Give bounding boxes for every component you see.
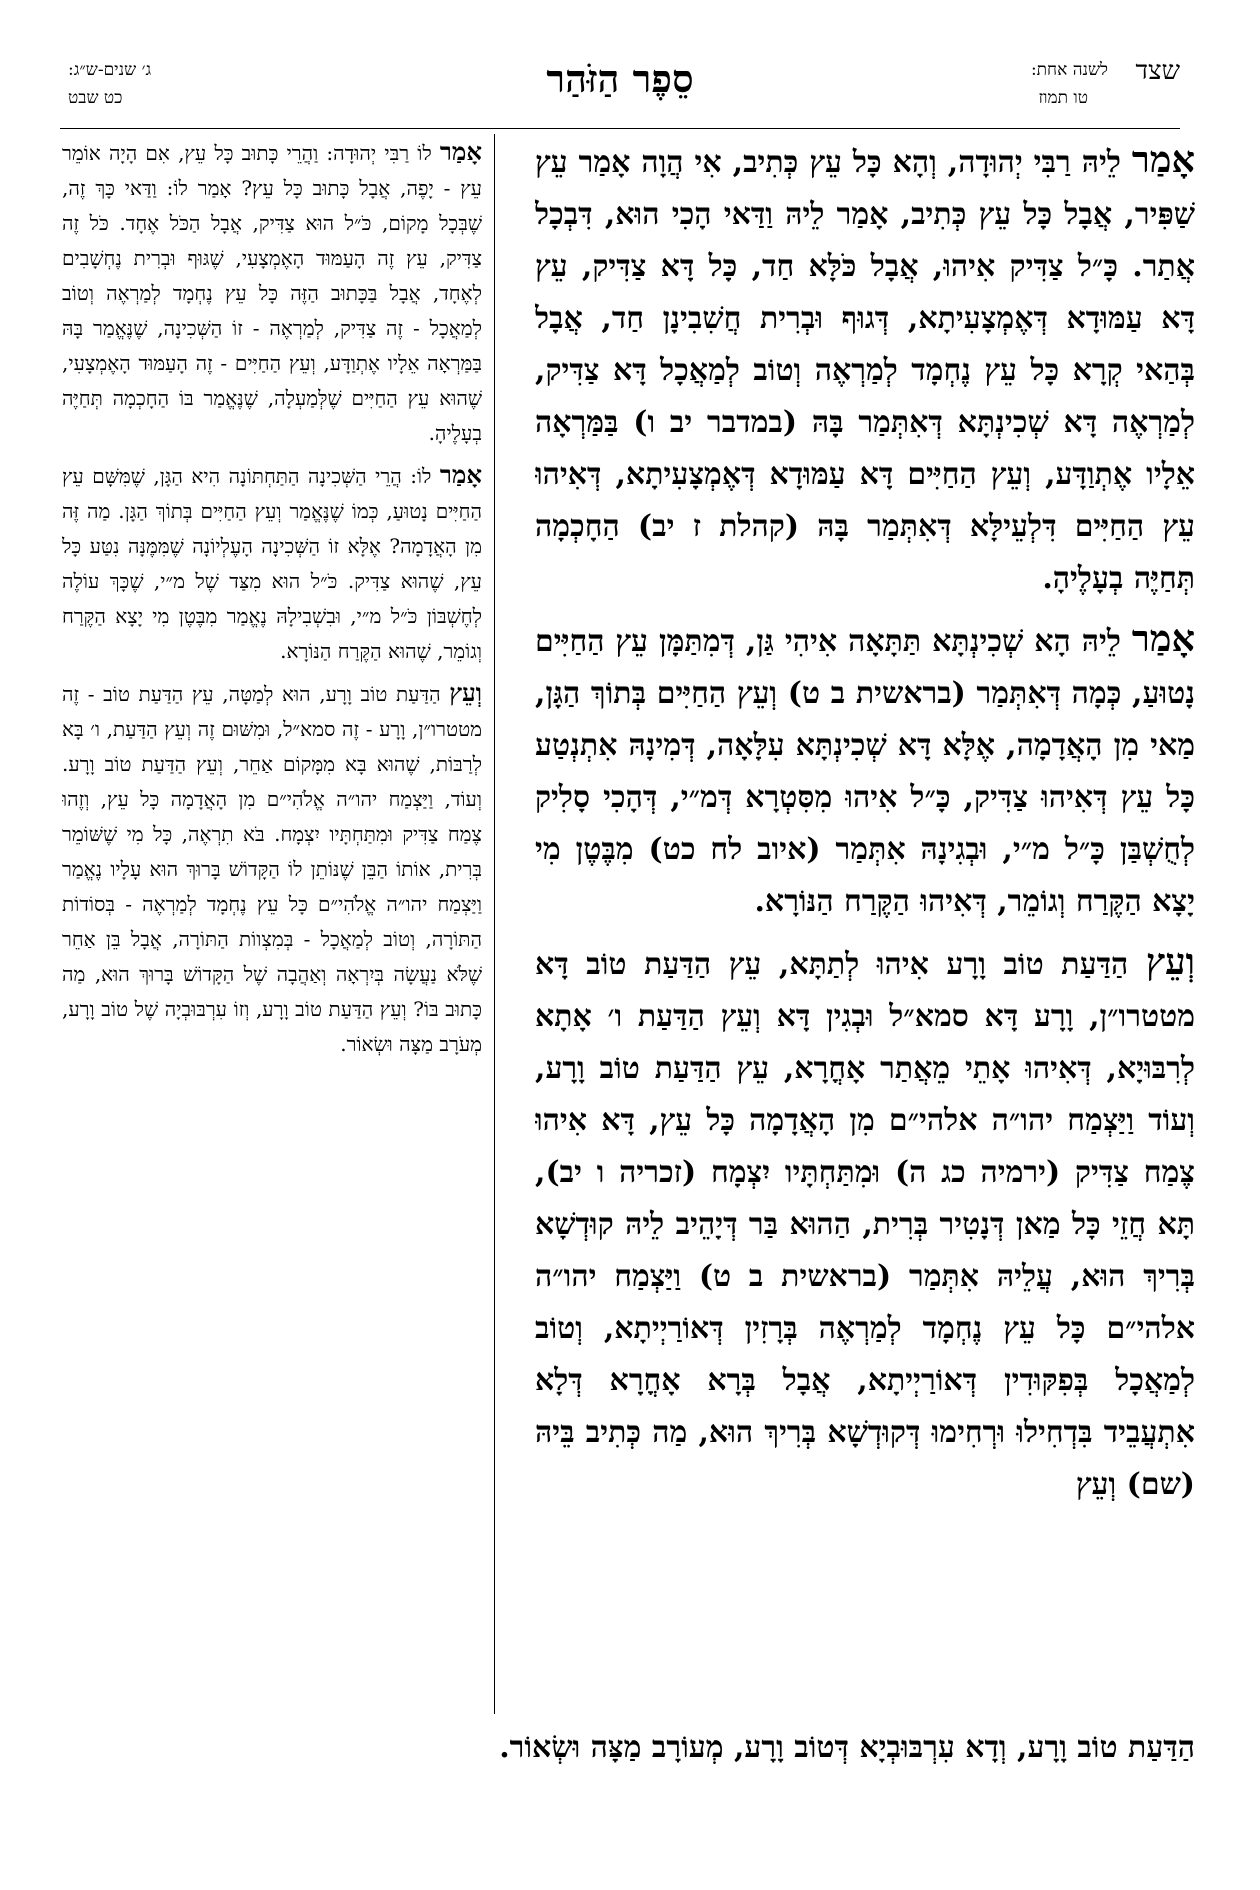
main-text-final-line: הַדַּעַת טוֹב וָרָע, וְדָא עִרְבּוּבְיָא דְּטוֹב וָרָע, מְעוֹרָב מַצָּה וּשְׂאוֹר.: [499, 1730, 1195, 1765]
book-title: סֵפֶר הַזֹּהַר: [546, 56, 694, 101]
header-left: [60, 56, 290, 126]
paragraph-lead-word: אָמַר: [439, 460, 482, 489]
main-paragraph: [535, 613, 1195, 928]
translation-paragraph: [62, 457, 482, 669]
reading-schedule-one-year: לשנה אחת:: [1030, 60, 1108, 80]
page-number: שצד: [1135, 56, 1180, 86]
header-rule: [60, 128, 1180, 129]
translation-column: [62, 134, 482, 1724]
paragraph-text: לֵיהּ הָא שְׁכִינְתָּא תַּתָּאָה אִיהִי גַּן, דְּמִתַּמָּן עֵץ הַחַיִּים נָטוּעַ, כְּמָה דְּאִתְּמַר (בראשית ב ט) וְעֵץ הַחַיִּים בְּתוֹךְ הַגָּן, מַאי מִן הָאֲדָמָה, אֶלָּא דָּא שְׁכִינְתָּא עִלָּאָה, דְּמִינָהּ אִתְנְטַע כָּל עֵץ דְּאִיהוּ צַדִּיק, כָּ״ל אִיהוּ מִסִּטְרָא דְּמ״י, דְּהָכִי סָלִיק לְחֻשְׁבַּן כָּ״ל מ״י, וּבְגִינָהּ אִתְּמַר (איוב לח כט) מִבֶּטֶן מִי יָצָא הַקֶּרַח וְגוֹמֵר, דְּאִיהוּ הַקֶּרַח הַנּוֹרָא.: [535, 624, 1195, 919]
paragraph-lead-word: אָמַר: [439, 137, 482, 166]
paragraph-text: הַדַּעַת טוֹב וָרָע, הוּא לְמַטָּה, עֵץ הַדַּעַת טוֹב - זֶה מטטרו״ן, וָרָע - זֶה סמא״ל, וּמִשּׁוּם זֶה וְעֵץ הַדַּעַת, ו׳ בָּא לְרַבּוֹת, שֶׁהוּא בָּא מִמָּקוֹם אַחֵר, וְעֵץ הַדַּעַת טוֹב וָרָע. וְעוֹד, וַיַּצְמַח יהו״ה אֱלֹהִי״ם מִן הָאֲדָמָה כָּל עֵץ, וְזֶהוּ צֶמַח צַדִּיק וּמִתַּחְתָּיו יִצְמָח. בֹּא תִרְאֶה, כָּל מִי שֶׁשּׁוֹמֵר בְּרִית, אוֹתוֹ הַבֵּן שֶׁנּוֹתֵן לוֹ הַקָּדוֹשׁ בָּרוּךְ הוּא עָלָיו נֶאֱמַר וַיַּצְמַח יהו״ה אֱלֹהִי״ם כָּל עֵץ נֶחְמָד לְמַרְאֶה - בְּסוֹדוֹת הַתּוֹרָה, וְטוֹב לְמַאֲכָל - בְּמִצְווֹת הַתּוֹרָה, אֲבָל בֵּן אַחֵר שֶׁלֹּא נַעֲשָׂה בְּיִרְאָה וְאַהֲבָה שֶׁל הַקָּדוֹשׁ בָּרוּךְ הוּא, מַה כָּתוּב בּוֹ? וְעֵץ הַדַּעַת טוֹב וָרָע, וְזוֹ עִרְבּוּבְיָה שֶׁל טוֹב וָרָע, מְעֹרָב מַצָּה וּשְׂאוֹר.: [62, 682, 482, 1056]
paragraph-lead-word: וְעֵץ: [1145, 940, 1195, 983]
paragraph-lead-word: וְעֵץ: [449, 678, 482, 707]
column-divider: [494, 134, 495, 1714]
paragraph-lead-word: אָמַר: [1131, 617, 1195, 660]
page-header: [60, 56, 1180, 126]
paragraph-text: הַדַּעַת טוֹב וָרָע אִיהוּ לְתַתָּא, עֵץ הַדַּעַת טוֹב דָּא מטטרו״ן, וָרָע דָּא סמא״ל וּבְגִין דָּא וְעֵץ הַדַּעַת ו׳ אָתָא לְרִבּוּיָא, דְּאִיהוּ אָתֵי מֵאֲתַר אָחֳרָא, עֵץ הַדַּעַת טוֹב וָרָע, וְעוֹד וַיַּצְמַח יהו״ה אלהי״ם מִן הָאֲדָמָה כָּל עֵץ, דָּא אִיהוּ צֶמַח צַדִּיק (ירמיה כג ה) וּמִתַּחְתָּיו יִצְמָח (זכריה ו יב), תָּא חֲזֵי כָּל מַאן דְּנָטִיר בְּרִית, הַהוּא בַּר דְּיָהֵיב לֵיהּ קוּדְשָׁא בְּרִיךְ הוּא, עֲלֵיהּ אִתְּמַר (בראשית ב ט) וַיַּצְמַח יהו״ה אלהי״ם כָּל עֵץ נֶחְמָד לְמַרְאֶה בְּרָזִין דְּאוֹרַיְיתָא, וְטוֹב לְמַאֲכָל בְּפִקּוּדִין דְּאוֹרַיְיתָא, אֲבָל בְּרָא אָחֳרָא דְּלָא אִתְעֲבֵיד בִּדְחִילוּ וּרְחִימוּ דְּקוּדְשָׁא בְּרִיךְ הוּא, מַה כְּתִיב בֵּיהּ (שם) וְעֵץ: [535, 947, 1195, 1502]
main-paragraph: [535, 134, 1195, 605]
main-paragraph: [535, 936, 1195, 1511]
main-text-column: [535, 134, 1195, 1724]
translation-paragraph: [62, 134, 482, 451]
paragraph-text: לוֹ: הֲרֵי הַשְּׁכִינָה הַתַּחְתּוֹנָה הִיא הַגָּן, שֶׁמִּשָּׁם עֵץ הַחַיִּים נָטוּעַ, כְּמוֹ שֶׁנֶּאֱמַר וְעֵץ הַחַיִּים בְּתוֹךְ הַגָּן. מַה זֶּה מִן הָאֲדָמָה? אֶלָּא זוֹ הַשְּׁכִינָה הָעֶלְיוֹנָה שֶׁמִּמֶּנָּה נִטַּע כָּל עֵץ, שֶׁהוּא צַדִּיק. כֹּ״ל הוּא מִצַּד שֶׁל מ״י, שֶׁכָּךְ עוֹלֶה לְחֶשְׁבּוֹן כֹּ״ל מ״י, וּבִשְׁבִילָהּ נֶאֱמַר מִבֶּטֶן מִי יָצָא הַקֶּרַח וְגוֹמֵר, שֶׁהוּא הַקֶּרַח הַנּוֹרָא.: [62, 464, 482, 663]
reading-schedule-three-years: ג׳ שנים-ש״ג:: [68, 60, 152, 80]
paragraph-text: לוֹ רַבִּי יְהוּדָה: וַהֲרֵי כָּתוּב כָּל עֵץ, אִם הָיָה אוֹמֵר עֵץ - יָפֶה, אֲבָל כָּתוּב כָּל עֵץ? אָמַר לוֹ: וַדַּאי כָּךְ זֶה, שֶׁבְּכָל מָקוֹם, כֹּ״ל הוּא צַדִּיק, אֲבָל הַכֹּל אֶחָד. כֹּל זֶה צַדִּיק, עֵץ זֶה הָעַמּוּד הָאֶמְצָעִי, שֶׁגּוּף וּבְרִית נֶחְשָׁבִים לְאֶחָד, אֲבָל בַּכָּתוּב הַזֶּה כָּל עֵץ נֶחְמָד לְמַרְאֶה וְטוֹב לְמַאֲכָל - זֶה צַדִּיק, לְמַרְאֶה - זוֹ הַשְּׁכִינָה, שֶׁנֶּאֱמַר בָּהּ בַּמַּרְאָה אֵלָיו אֶתְוַדָּע, וְעֵץ הַחַיִּים - זֶה הָעַמּוּד הָאֶמְצָעִי, שֶׁהוּא עֵץ הַחַיִּים שֶׁלְּמַעְלָה, שֶׁנֶּאֱמַר בּוֹ הַחָכְמָה תְּחַיֶּה בְעָלֶיהָ.: [62, 141, 482, 445]
reading-date-three-years: כט שבט: [68, 88, 123, 108]
paragraph-lead-word: אָמַר: [1131, 138, 1195, 181]
translation-paragraph: [62, 675, 482, 1062]
header-right: [950, 56, 1180, 126]
reading-date-one-year: טו תמוז: [1038, 88, 1088, 108]
paragraph-text: לֵיהּ רַבִּי יְהוּדָה, וְהָא כָּל עֵץ כְּתִיב, אִי הֲוָה אָמַר עֵץ שַׁפִּיר, אֲבָל כָּל עֵץ כְּתִיב, אָמַר לֵיהּ וַדַּאי הָכִי הוּא, דִּבְכָל אֲתַר. כָּ״ל צַדִּיק אִיהוּ, אֲבָל כֹּלָּא חַד, כָּל דָּא צַדִּיק, עֵץ דָּא עַמּוּדָא דְּאֶמְצָעִיתָא, דְּגוּף וּבְרִית חֲשִׁבִינָן חַד, אֲבָל בְּהַאי קְרָא כָּל עֵץ נֶחְמָד לְמַרְאֶה וְטוֹב לְמַאֲכָל דָּא צַדִּיק, לְמַרְאֶה דָּא שְׁכִינְתָּא דְּאִתְּמַר בָּהּ (במדבר יב ו) בַּמַּרְאָה אֵלָיו אֶתְוַדָּע, וְעֵץ הַחַיִּים דָּא עַמּוּדָא דְּאֶמְצָעִיתָא, דְּאִיהוּ עֵץ הַחַיִּים דִּלְעֵילָּא דְּאִתְּמַר בָּהּ (קהלת ז יב) הַחָכְמָה תְּחַיֶּה בְעָלֶיהָ.: [535, 145, 1195, 596]
